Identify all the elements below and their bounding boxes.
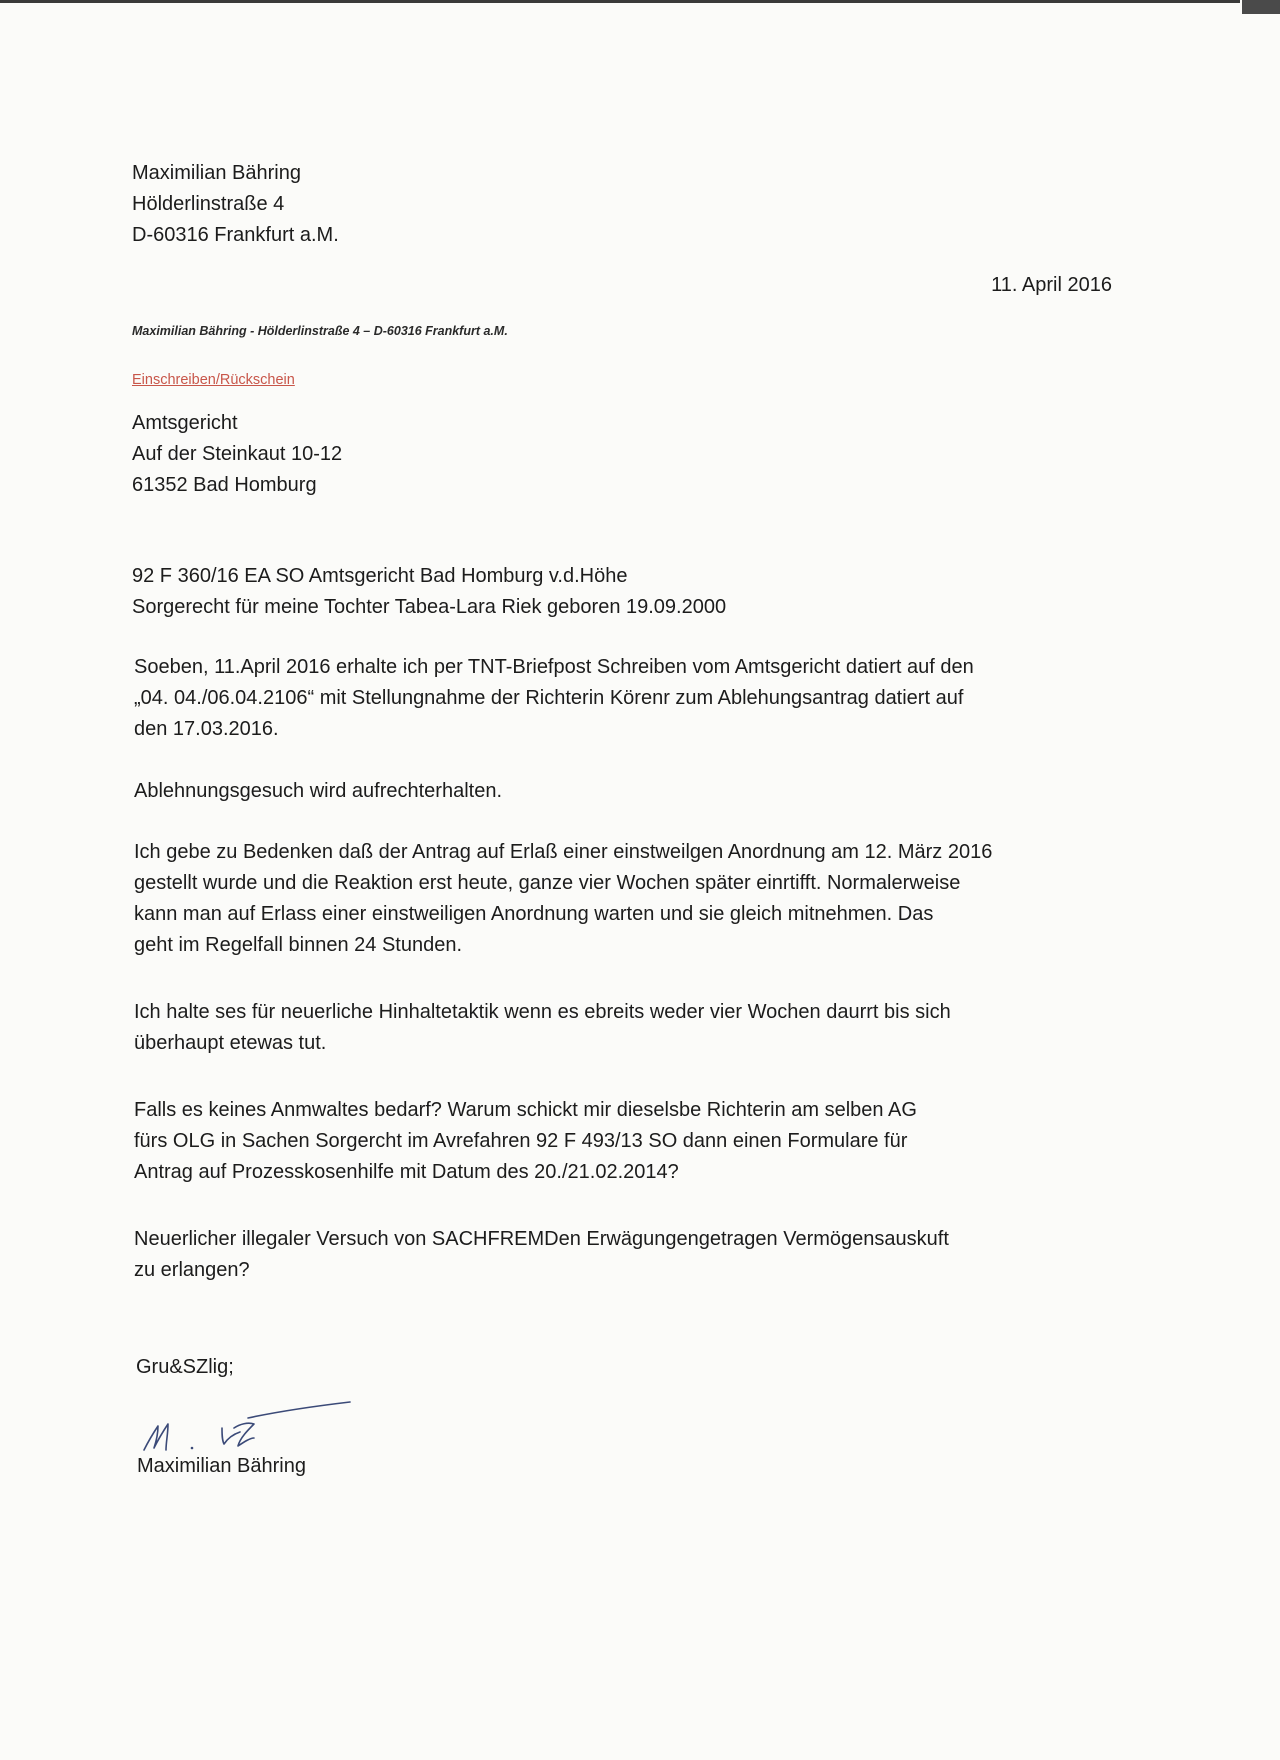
text-line: Antrag auf Prozesskosenhilfe mit Datum des 20./21.02.2014? — [134, 1161, 679, 1183]
text-line: gestellt wurde und die Reaktion erst heute, ganze vier Wochen später einrtifft. Normalerweise — [134, 872, 961, 894]
closing-salutation: Gru&SZlig; — [136, 1356, 234, 1378]
recipient-street: Auf der Steinkaut 10-12 — [132, 443, 343, 465]
paragraph-3 — [134, 837, 992, 961]
text-line: den 17.03.2016. — [134, 718, 279, 740]
subject-line: 92 F 360/16 EA SO Amtsgericht Bad Homburg v.d.Höhe — [132, 565, 628, 587]
text-line: geht im Regelfall binnen 24 Stunden. — [134, 934, 463, 956]
text-line: Soeben, 11.April 2016 erhalte ich per TNT-Briefpost Schreiben vom Amtsgericht datiert auf den — [134, 656, 974, 678]
scan-edge-top — [0, 0, 1240, 3]
recipient-address — [132, 408, 342, 501]
text-line: Falls es keines Anmwaltes bedarf? Warum schickt mir dieselsbe Richterin am selben AG — [134, 1099, 917, 1121]
scan-edge-corner — [1242, 0, 1280, 14]
signer-name: Maximilian Bähring — [137, 1455, 306, 1477]
subject-line: Sorgerecht für meine Tochter Tabea-Lara Riek geboren 19.09.2000 — [132, 596, 727, 618]
sender-street: Hölderlinstraße 4 — [132, 193, 285, 215]
sender-address — [132, 158, 339, 251]
text-line: fürs OLG in Sachen Sorgercht im Avrefahren 92 F 493/13 SO dann einen Formulare für — [134, 1130, 908, 1152]
text-line: Neuerlicher illegaler Versuch von SACHFREMDen Erwägungengetragen Vermögensauskuft — [134, 1228, 949, 1250]
text-line: Ich halte ses für neuerliche Hinhaltetaktik wenn es ebreits weder vier Wochen daurrt bis sich — [134, 1001, 951, 1023]
text-line: kann man auf Erlass einer einstweiligen Anordnung warten und sie gleich mitnehmen. Das — [134, 903, 934, 925]
paragraph-5 — [134, 1095, 917, 1188]
subject-block — [132, 561, 726, 623]
text-line: Ich gebe zu Bedenken daß der Antrag auf Erlaß einer einstweilgen Anordnung am 12. März 2016 — [134, 841, 993, 863]
return-address-line: Maximilian Bähring - Hölderlinstraße 4 – D-60316 Frankfurt a.M. — [132, 324, 508, 338]
paragraph-6 — [134, 1224, 949, 1286]
sender-name: Maximilian Bähring — [132, 162, 301, 184]
text-line: überhaupt etewas tut. — [134, 1032, 327, 1054]
paragraph-4 — [134, 997, 951, 1059]
paragraph-2 — [134, 776, 502, 807]
delivery-note: Einschreiben/Rückschein — [132, 372, 295, 388]
recipient-name: Amtsgericht — [132, 412, 238, 434]
paragraph-1 — [134, 652, 974, 745]
text-line: zu erlangen? — [134, 1259, 250, 1281]
text-line: Ablehnungsgesuch wird aufrechterhalten. — [134, 780, 503, 802]
recipient-city: 61352 Bad Homburg — [132, 474, 317, 496]
letter-date: 11. April 2016 — [991, 274, 1112, 296]
sender-city: D-60316 Frankfurt a.M. — [132, 224, 339, 246]
handwritten-signature — [136, 1398, 356, 1454]
text-line: „04. 04./06.04.2106“ mit Stellungnahme der Richterin Körenr zum Ablehungsantrag datiert auf — [134, 687, 964, 709]
